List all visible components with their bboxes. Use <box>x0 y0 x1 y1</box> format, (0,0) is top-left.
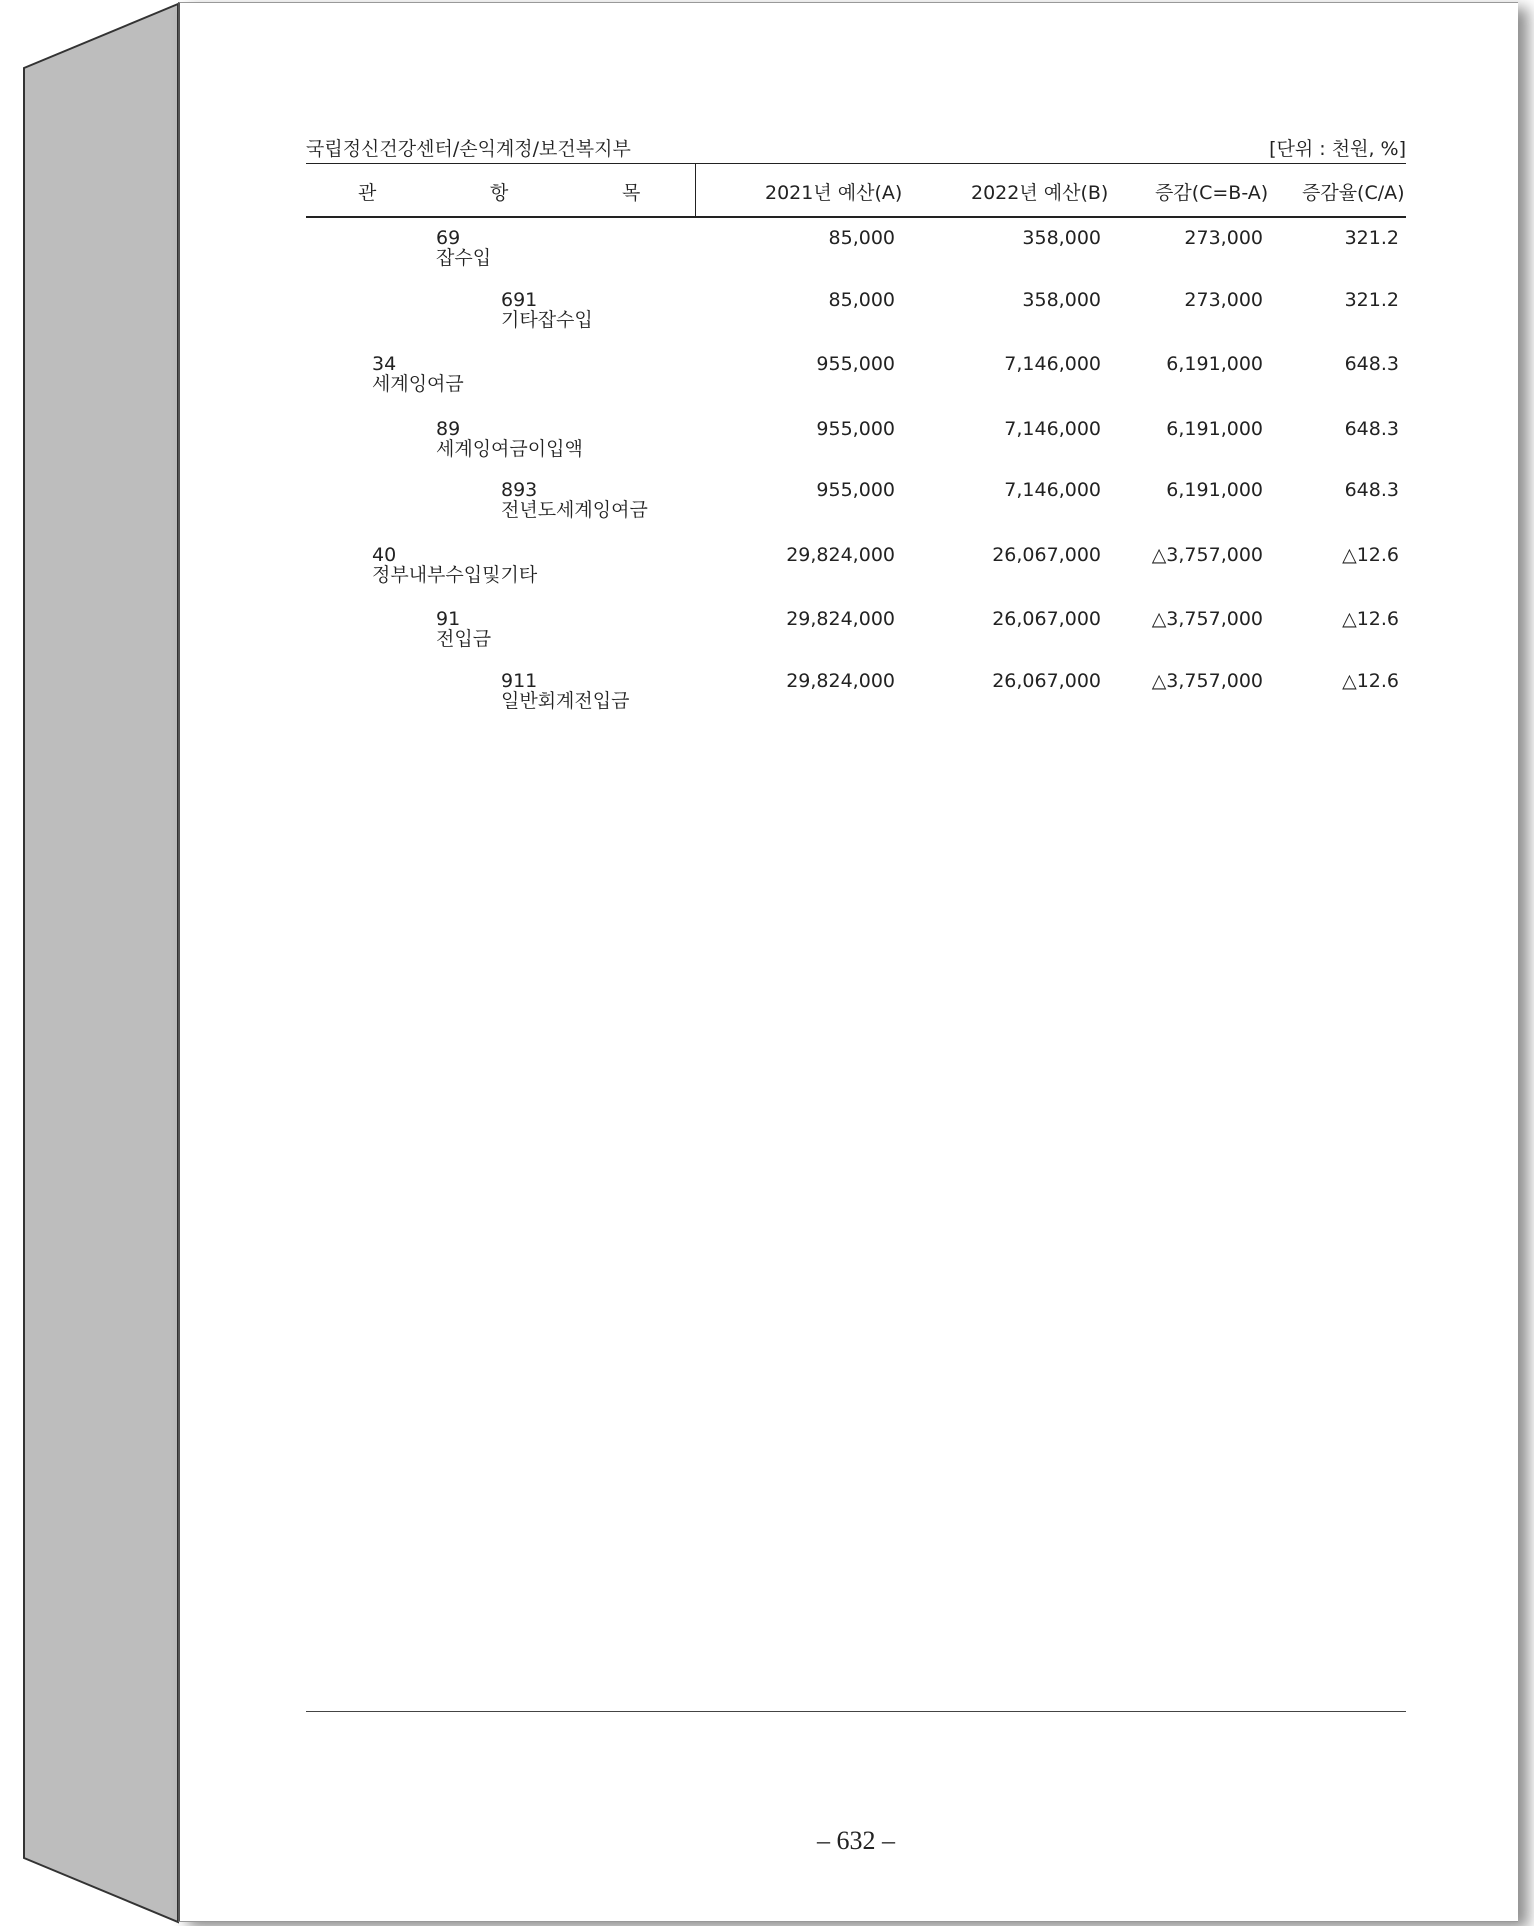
row-code: 911 <box>501 670 538 692</box>
row-budget-2021: 85,000 <box>828 289 895 311</box>
row-change: 6,191,000 <box>1166 479 1263 501</box>
row-rate: 648.3 <box>1344 353 1399 375</box>
row-change: △3,757,000 <box>1151 608 1263 630</box>
row-budget-2021: 29,824,000 <box>786 670 895 692</box>
row-change: 273,000 <box>1184 289 1263 311</box>
row-name: 세계잉여금이입액 <box>436 438 583 460</box>
table-row <box>306 480 1406 530</box>
row-budget-2021: 29,824,000 <box>786 608 895 630</box>
row-code: 691 <box>501 289 538 311</box>
row-budget-2022: 26,067,000 <box>992 670 1101 692</box>
header-divider <box>695 164 696 216</box>
row-name: 정부내부수입및기타 <box>372 564 538 586</box>
row-budget-2022: 7,146,000 <box>1004 353 1101 375</box>
row-budget-2022: 26,067,000 <box>992 608 1101 630</box>
row-rate: 648.3 <box>1344 479 1399 501</box>
row-budget-2022: 358,000 <box>1022 227 1101 249</box>
row-rate: 648.3 <box>1344 418 1399 440</box>
row-rate: △12.6 <box>1342 670 1399 692</box>
page-edge-decoration <box>0 0 182 1926</box>
header-gwan: 관 <box>358 182 377 204</box>
row-code: 91 <box>436 608 461 630</box>
row-change: 6,191,000 <box>1166 418 1263 440</box>
row-change: 273,000 <box>1184 227 1263 249</box>
row-budget-2022: 7,146,000 <box>1004 479 1101 501</box>
table-row <box>306 228 1406 278</box>
header-mok: 목 <box>622 182 641 204</box>
row-rate: 321.2 <box>1344 289 1399 311</box>
row-budget-2021: 29,824,000 <box>786 544 895 566</box>
row-change: 6,191,000 <box>1166 353 1263 375</box>
table-row <box>306 671 1406 721</box>
row-name: 잡수입 <box>436 247 492 269</box>
page-number: – 632 – <box>817 1826 895 1855</box>
footer-rule <box>306 1711 1406 1712</box>
header-budget-2022: 2022년 예산(B) <box>971 182 1109 204</box>
table-header <box>306 163 1406 218</box>
row-name: 세계잉여금 <box>372 373 464 395</box>
row-change: △3,757,000 <box>1151 544 1263 566</box>
table-row <box>306 290 1406 340</box>
header-hang: 항 <box>490 182 509 204</box>
row-name: 일반회계전입금 <box>501 690 630 712</box>
row-name: 전년도세계잉여금 <box>501 499 648 521</box>
row-name: 전입금 <box>436 628 492 650</box>
table-title: 국립정신건강센터/손익계정/보건복지부 <box>306 138 631 160</box>
header-rate: 증감율(C/A) <box>1302 182 1405 204</box>
row-budget-2022: 7,146,000 <box>1004 418 1101 440</box>
table-row <box>306 609 1406 659</box>
row-budget-2021: 85,000 <box>828 227 895 249</box>
row-budget-2022: 358,000 <box>1022 289 1101 311</box>
row-code: 893 <box>501 479 538 501</box>
table-row <box>306 354 1406 404</box>
header-change: 증감(C=B-A) <box>1155 182 1269 204</box>
table-row <box>306 419 1406 469</box>
row-code: 69 <box>436 227 461 249</box>
row-name: 기타잡수입 <box>501 309 593 331</box>
row-code: 34 <box>372 353 397 375</box>
row-budget-2021: 955,000 <box>816 353 895 375</box>
table-row <box>306 545 1406 595</box>
row-change: △3,757,000 <box>1151 670 1263 692</box>
header-budget-2021: 2021년 예산(A) <box>765 182 903 204</box>
row-budget-2021: 955,000 <box>816 418 895 440</box>
row-rate: △12.6 <box>1342 544 1399 566</box>
row-code: 89 <box>436 418 461 440</box>
row-code: 40 <box>372 544 397 566</box>
row-rate: 321.2 <box>1344 227 1399 249</box>
unit-label: [단위 : 천원, %] <box>1269 138 1406 160</box>
row-budget-2022: 26,067,000 <box>992 544 1101 566</box>
row-budget-2021: 955,000 <box>816 479 895 501</box>
row-rate: △12.6 <box>1342 608 1399 630</box>
